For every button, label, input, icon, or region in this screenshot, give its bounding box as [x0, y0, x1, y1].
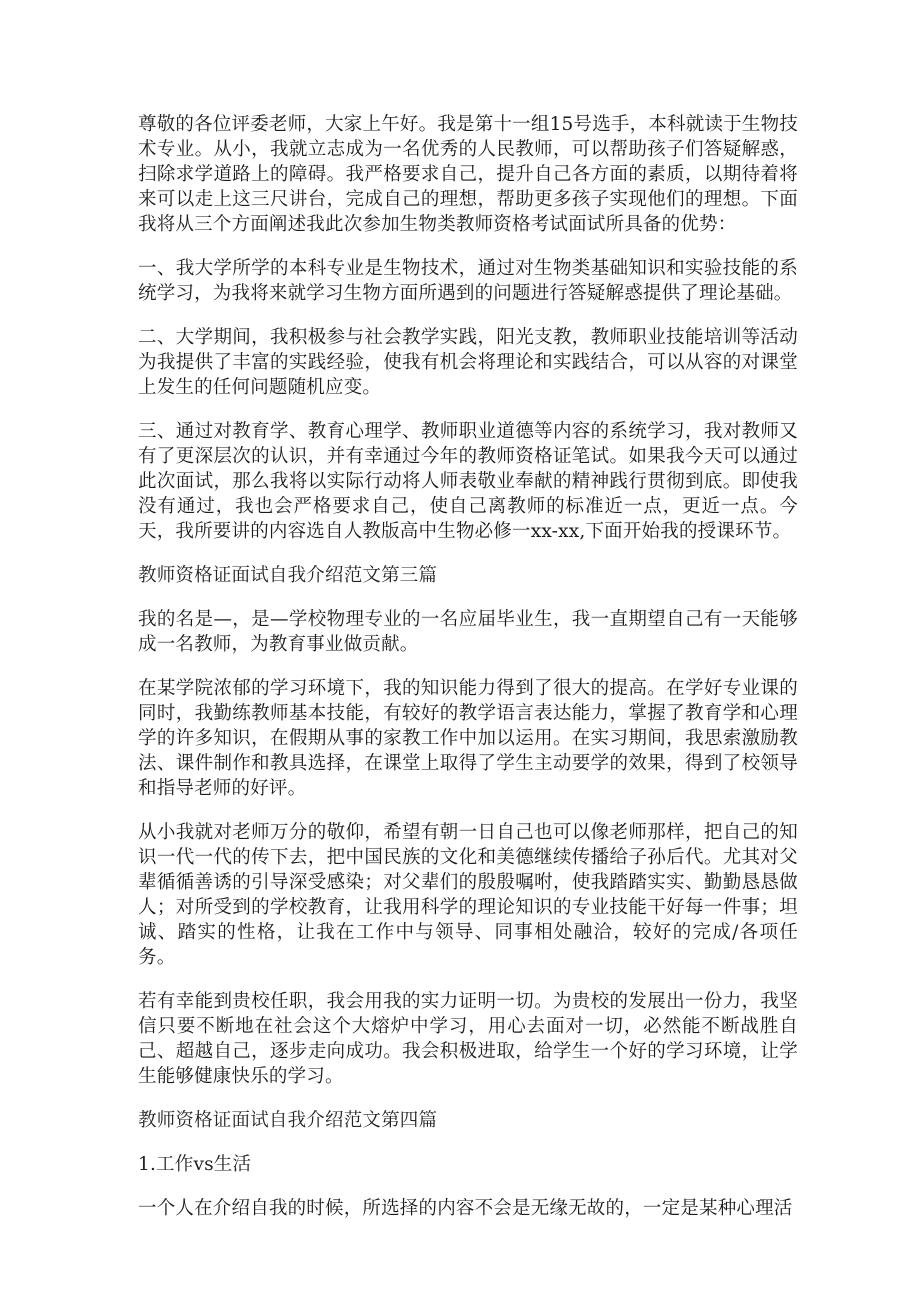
section-heading-fourth: 教师资格证面试自我介绍范文第四篇 — [138, 1110, 438, 1131]
document-page — [138, 112, 798, 1240]
paragraph-point-one: 一、我大学所学的本科专业是生物技术，通过对生物类基础知识和实验技能的系统学习，为我将来就学习生物方面所遇到的问题进行答疑解惑提供了理论基础。 — [138, 258, 798, 304]
paragraph-final: 一个人在介绍自我的时候，所选择的内容不会是无缘无故的，一定是某种心理活 — [138, 1198, 793, 1219]
section-heading-third: 教师资格证面试自我介绍范文第三篇 — [138, 565, 438, 586]
paragraph-opening: 尊敬的各位评委老师，大家上午好。我是第十一组15号选手，本科就读于生物技术专业。从小，我就立志成为一名优秀的人民教师，可以帮助孩子们答疑解惑，扫除求学道路上的障碍。我严格要求自己，提升自己各方面的素质，以期待着将来可以走上这三尺讲台，完成自己的理想，帮助更多孩子实现他们的理想。下面我将从三个方面阐述我此次参加生物类教师资格考试面试所具备的优势： — [138, 114, 798, 235]
paragraph-respect: 从小我就对老师万分的敬仰，希望有朝一日自己也可以像老师那样，把自己的知识一代一代的传下去，把中国民族的文化和美德继续传播给子孙后代。尤其对父辈循循善诱的引导深受感染；对父辈们的殷殷嘱咐，使我踏踏实实、勤勤恳恳做人；对所受到的学校教育，让我用科学的理论知识的专业技能干好每一件事；坦诚、踏实的性格，让我在工作中与领导、同事相处融洽，较好的完成/各项任务。 — [138, 822, 798, 968]
paragraph-point-two: 二、大学期间，我积极参与社会教学实践，阳光支教，教师职业技能培训等活动为我提供了丰富的实践经验，使我有机会将理论和实践结合，可以从容的对课堂上发生的任何问题随机应变。 — [138, 327, 798, 398]
paragraph-point-three: 三、通过对教育学、教育心理学、教师职业道德等内容的系统学习，我对教师又有了更深层次的认识，并有幸通过今年的教师资格证笔试。如果我今天可以通过此次面试，那么我将以实际行动将人师表敬业奉献的精神践行贯彻到底。即使我没有通过，我也会严格要求自己，使自己离教师的标准近一点，更近一点。今天，我所要讲的内容选自人教版高中生物必修一xx-xx,下面开始我的授课环节。 — [138, 421, 798, 542]
subheading-work-vs-life: 1.工作vs生活 — [138, 1154, 252, 1175]
paragraph-intro-name: 我的名是—，是—学校物理专业的一名应届毕业生，我一直期望自己有一天能够成一名教师，为教育事业做贡献。 — [138, 609, 798, 655]
paragraph-aspiration: 若有幸能到贵校任职，我会用我的实力证明一切。为贵校的发展出一份力，我坚信只要不断地在社会这个大熔炉中学习，用心去面对一切，必然能不断战胜自己、超越自己，逐步走向成功。我会积极进取，给学生一个好的学习环境，让学生能够健康快乐的学习。 — [138, 991, 798, 1087]
paragraph-study: 在某学院浓郁的学习环境下，我的知识能力得到了很大的提高。在学好专业课的同时，我勤练教师基本技能，有较好的教学语言表达能力，掌握了教育学和心理学的许多知识，在假期从事的家教工作中加以运用。在实习期间，我思索激励教法、课件制作和教具选择，在课堂上取得了学生主动要学的效果，得到了校领导和指导老师的好评。 — [138, 678, 798, 799]
